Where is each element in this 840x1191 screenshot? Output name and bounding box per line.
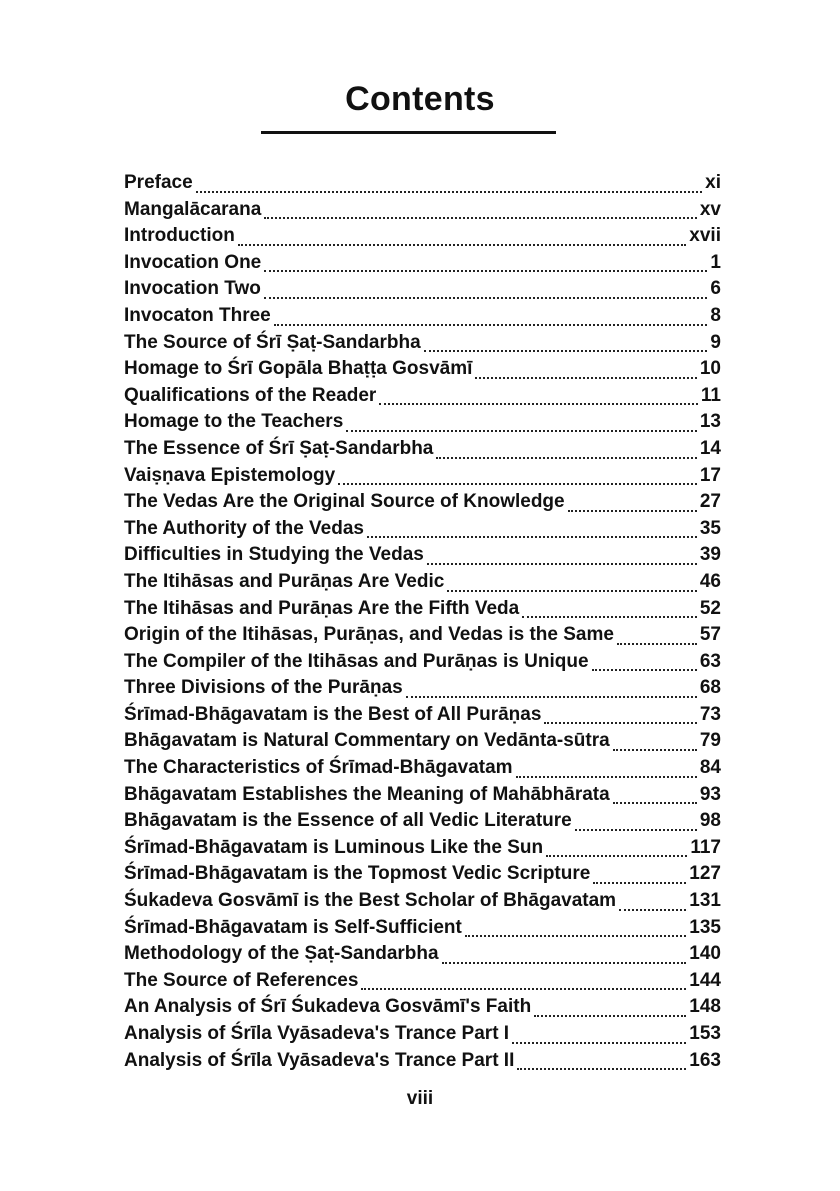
toc-entry-page: 93	[699, 783, 721, 805]
toc-entry-page: 131	[689, 890, 721, 912]
dot-leader	[592, 668, 697, 671]
toc-entry-page: 63	[699, 650, 721, 672]
toc-entry-title: Mangalācarana	[124, 198, 262, 220]
toc-entry-page: 148	[689, 996, 721, 1018]
toc-entry-page: xvii	[689, 225, 721, 247]
toc-entry-page: 11	[700, 384, 721, 406]
toc-entry-page: 84	[699, 757, 721, 779]
dot-leader	[522, 615, 697, 618]
dot-leader	[442, 961, 687, 964]
toc-entry	[124, 651, 721, 678]
toc-entry-page: 117	[690, 836, 721, 858]
dot-leader	[593, 881, 686, 884]
toc-entry	[124, 518, 721, 545]
toc-entry-page: 17	[699, 464, 721, 486]
toc-entry	[124, 172, 721, 199]
dot-leader	[238, 243, 686, 246]
toc-entry-page: xi	[705, 172, 721, 193]
dot-leader	[196, 190, 702, 193]
toc-entry	[124, 837, 721, 864]
toc-entry-page: 68	[699, 677, 721, 699]
toc-entry-page: 79	[699, 730, 721, 752]
dot-leader	[568, 509, 697, 512]
toc-entry	[124, 970, 721, 997]
dot-leader	[534, 1014, 686, 1017]
dot-leader	[427, 562, 697, 565]
toc-entry-page: 13	[699, 411, 721, 433]
toc-entry-title: Homage to the Teachers	[124, 411, 344, 433]
toc-entry-page: 153	[689, 1023, 721, 1044]
toc-entry	[124, 917, 721, 944]
toc-entry	[124, 305, 721, 332]
toc-entry-page: 27	[699, 491, 721, 513]
toc-entry	[124, 730, 721, 757]
toc-entry	[124, 810, 721, 837]
toc-entry-page: 52	[699, 597, 721, 619]
dot-leader	[264, 216, 697, 219]
toc-entry	[124, 385, 721, 412]
toc-entry-title: Bhāgavatam is the Essence of all Vedic Literature	[124, 810, 572, 832]
dot-leader	[546, 854, 687, 857]
dot-leader	[516, 775, 697, 778]
toc-entry	[124, 677, 721, 704]
toc-entry-title: Analysis of Śrīla Vyāsadeva's Trance Part I	[124, 1023, 510, 1044]
toc-entry-title: Origin of the Itihāsas, Purāṇas, and Vedas is the Same	[124, 624, 614, 646]
toc-entry-page: 10	[699, 358, 721, 380]
toc-entry-title: Qualifications of the Reader	[124, 384, 377, 406]
toc-entry	[124, 571, 721, 598]
toc-entry-page: 73	[699, 703, 721, 725]
toc-entry	[124, 863, 721, 890]
dot-leader	[544, 721, 696, 724]
toc-entry	[124, 624, 721, 651]
toc-entry	[124, 332, 721, 359]
toc-entry	[124, 465, 721, 492]
dot-leader	[517, 1067, 686, 1070]
toc-entry-title: Preface	[124, 172, 193, 193]
dot-leader	[613, 801, 697, 804]
contents-list	[124, 172, 721, 1076]
toc-entry-title: Three Divisions of the Purāṇas	[124, 677, 403, 699]
toc-entry-page: 46	[699, 570, 721, 592]
dot-leader	[619, 908, 686, 911]
toc-entry	[124, 598, 721, 625]
toc-entry	[124, 943, 721, 970]
dot-leader	[424, 349, 708, 352]
dot-leader	[346, 429, 697, 432]
toc-entry-title: The Essence of Śrī Ṣaṭ-Sandarbha	[124, 437, 434, 459]
dot-leader	[264, 296, 708, 299]
toc-entry-page: 144	[689, 969, 721, 991]
toc-entry	[124, 411, 721, 438]
toc-entry-page: 140	[689, 943, 721, 965]
toc-entry-title: Analysis of Śrīla Vyāsadeva's Trance Part II	[124, 1049, 515, 1071]
toc-entry-title: Śrīmad-Bhāgavatam is the Topmost Vedic Scripture	[124, 863, 591, 885]
toc-entry	[124, 784, 721, 811]
toc-entry-title: Śukadeva Gosvāmī is the Best Scholar of Bhāgavatam	[124, 890, 617, 912]
toc-entry	[124, 1050, 721, 1077]
dot-leader	[338, 482, 697, 485]
toc-entry	[124, 757, 721, 784]
toc-entry-page: xv	[699, 198, 721, 220]
toc-entry-page: 39	[699, 544, 721, 566]
toc-entry	[124, 225, 721, 252]
toc-entry	[124, 199, 721, 226]
toc-entry-title: Vaiṣṇava Epistemology	[124, 464, 336, 486]
toc-entry-title: Śrīmad-Bhāgavatam is Self-Sufficient	[124, 916, 462, 938]
page-title: Contents	[345, 80, 495, 118]
dot-leader	[379, 402, 698, 405]
toc-entry-title: Invocation One	[124, 251, 262, 273]
dot-leader	[367, 535, 697, 538]
dot-leader	[264, 269, 707, 272]
toc-entry-title: Methodology of the Ṣaṭ-Sandarbha	[124, 943, 439, 965]
toc-entry	[124, 1023, 721, 1050]
title-underline	[261, 131, 556, 134]
toc-entry	[124, 996, 721, 1023]
dot-leader	[436, 456, 696, 459]
toc-entry-page: 127	[689, 863, 721, 885]
toc-entry-title: The Source of Śrī Ṣaṭ-Sandarbha	[124, 331, 421, 353]
toc-entry-page: 8	[710, 304, 721, 326]
toc-entry	[124, 491, 721, 518]
toc-entry	[124, 544, 721, 571]
toc-entry	[124, 890, 721, 917]
dot-leader	[512, 1041, 686, 1044]
toc-entry	[124, 438, 721, 465]
toc-entry-title: The Itihāsas and Purāṇas Are Vedic	[124, 570, 445, 592]
toc-entry-title: The Compiler of the Itihāsas and Purāṇas is Unique	[124, 650, 589, 672]
toc-entry-title: Invocaton Three	[124, 304, 271, 326]
toc-entry-page: 163	[689, 1049, 721, 1071]
toc-entry-page: 9	[710, 331, 721, 353]
toc-entry-title: Bhāgavatam is Natural Commentary on Vedānta-sūtra	[124, 730, 610, 752]
toc-entry-title: The Vedas Are the Original Source of Knowledge	[124, 491, 565, 513]
toc-entry-title: Homage to Śrī Gopāla Bhaṭṭa Gosvāmī	[124, 358, 473, 380]
toc-entry	[124, 278, 721, 305]
toc-entry	[124, 704, 721, 731]
toc-entry-title: Śrīmad-Bhāgavatam is Luminous Like the Sun	[124, 836, 544, 858]
dot-leader	[465, 934, 686, 937]
dot-leader	[361, 987, 686, 990]
toc-entry-title: The Itihāsas and Purāṇas Are the Fifth Veda	[124, 597, 520, 619]
dot-leader	[475, 376, 696, 379]
dot-leader	[274, 323, 708, 326]
dot-leader	[617, 642, 697, 645]
toc-entry-title: The Source of References	[124, 969, 359, 991]
dot-leader	[447, 589, 697, 592]
dot-leader	[575, 828, 697, 831]
toc-entry-title: The Authority of the Vedas	[124, 517, 364, 539]
toc-entry	[124, 252, 721, 279]
toc-entry-title: Bhāgavatam Establishes the Meaning of Mahābhārata	[124, 783, 610, 805]
toc-entry-page: 1	[710, 251, 721, 273]
toc-entry-title: Introduction	[124, 225, 235, 247]
toc-entry	[124, 358, 721, 385]
toc-entry-title: Invocation Two	[124, 278, 261, 300]
toc-entry-title: Difficulties in Studying the Vedas	[124, 544, 424, 566]
page-number: viii	[406, 1088, 434, 1109]
dot-leader	[613, 748, 697, 751]
toc-entry-page: 98	[699, 810, 721, 832]
toc-entry-title: An Analysis of Śrī Śukadeva Gosvāmī's Faith	[124, 996, 532, 1018]
toc-entry-title: Śrīmad-Bhāgavatam is the Best of All Purāṇas	[124, 703, 542, 725]
toc-entry-page: 57	[699, 624, 721, 646]
toc-entry-page: 135	[689, 916, 721, 938]
toc-entry-page: 14	[699, 437, 721, 459]
dot-leader	[406, 695, 697, 698]
toc-entry-page: 35	[699, 517, 721, 539]
toc-entry-page: 6	[710, 278, 721, 300]
toc-entry-title: The Characteristics of Śrīmad-Bhāgavatam	[124, 757, 513, 779]
